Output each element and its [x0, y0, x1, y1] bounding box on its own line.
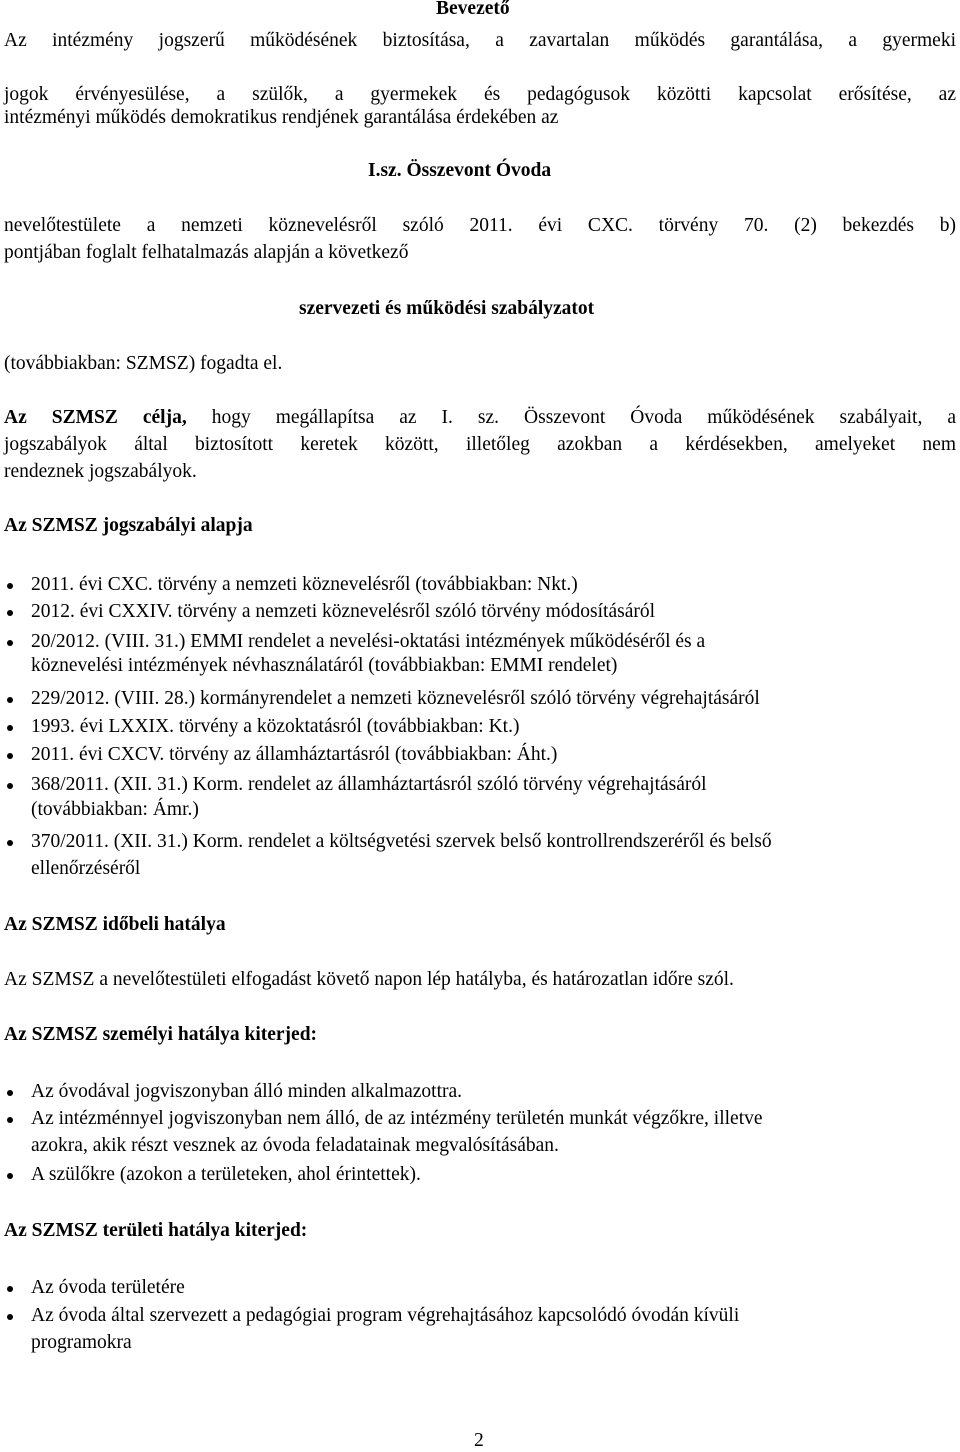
personal-scope-heading: Az SZMSZ személyi hatálya kiterjed:	[4, 1024, 318, 1045]
bullet-icon	[7, 783, 13, 789]
purpose-heading: Az SZMSZ célja,	[4, 407, 187, 428]
intro-line-2: jogok érvényesülése, a szülők, a gyermekek és pedagógusok közötti kapcsolat erősítése, az	[4, 84, 956, 105]
bullet-icon	[7, 610, 13, 616]
statute-line-2: pontjában foglalt felhatalmazás alapján a következő	[4, 242, 409, 263]
bullet-icon	[7, 1090, 13, 1096]
document-name: szervezeti és működési szabályzatot	[299, 298, 595, 319]
legal-basis-heading: Az SZMSZ jogszabályi alapja	[4, 515, 253, 536]
bullet-icon	[7, 1117, 13, 1123]
temporal-scope-heading: Az SZMSZ időbeli hatálya	[4, 914, 226, 935]
statute-line-1: nevelőtestülete a nemzeti köznevelésről szóló 2011. évi CXC. törvény 70. (2) bekezdés b)	[4, 215, 956, 236]
intro-line-1: Az intézmény jogszerű működésének biztosítása, a zavartalan működés garantálása, a gyermeki	[4, 30, 956, 51]
institution-name: I.sz. Összevont Óvoda	[368, 160, 552, 181]
page-number: 2	[474, 1430, 484, 1451]
purpose-line-3: rendeznek jogszabályok.	[4, 461, 197, 482]
intro-line-3: intézményi működés demokratikus rendjének garantálása érdekében az	[4, 107, 559, 128]
bullet-icon	[7, 1286, 13, 1292]
purpose-line-2: jogszabályok által biztosított keretek között, illetőleg azokban a kérdésekben, amelyeket nem	[4, 434, 956, 455]
bullet-icon	[7, 840, 13, 846]
bullet-icon	[7, 725, 13, 731]
bullet-icon	[7, 640, 13, 646]
adopted-line: (továbbiakban: SZMSZ) fogadta el.	[4, 353, 283, 374]
document-page: Bevezető Az intézmény jogszerű működésének biztosítása, a zavartalan működés garantálása, a gyermeki jogok érvényesülése, a szülők, a gyermekek és pedagógusok közötti kapcsolat erősítése, az intézményi működés demokratikus rendjének garantálása érdekében az I.sz. Összevont Óvoda nevelőtestülete a nemzeti köznevelésről szóló 2011. évi CXC. törvény 70. (2) bekezdés b) pontjában foglalt felhatalmazás alapján a következő szervezeti és működési szabályzatot (továbbiakban: SZMSZ) fogadta el. Az SZMSZ célja, hogy megállapítsa az I. sz. Összevont Óvoda működésének szabályait, a jogszabályok által biztosított keretek között, illetőleg azokban a kérdésekben, amelyeket nem rendeznek jogszabályok. Az SZMSZ jogszabályi alapja 2011. évi CXC. törvény a nemzeti köznevelésről (továbbiakban: Nkt.) 2012. évi CXXIV. törvény a nemzeti köznevelésről szóló törvény módosításáról 20/2012. (VIII. 31.) EMMI rendelet a nevelési-oktatási intézmények működéséről és a köznevelési intézmények névhasználatáról (továbbiakban: EMMI rendelet) 229/2012. (VIII. 28.) kormányrendelet a nemzeti köznevelésről szóló törvény végrehajtásáról 1993. évi LXXIX. törvény a közoktatásról (továbbiakban: Kt.) 2011. évi CXCV. törvény az államháztartásról (továbbiakban: Áht.) 368/2011. (XII. 31.) Korm. rendelet az államháztartásról szóló törvény végrehajtásáról (továbbiakban: Ámr.) 370/2011. (XII. 31.) Korm. rendelet a költségvetési szervek belső kontrollrendszeréről és belső ellenőrzéséről Az SZMSZ időbeli hatálya Az SZMSZ a nevelőtestületi elfogadást követő napon lép hatályba, és határozatlan időre szól. Az SZMSZ személyi hatálya kiterjed: Az óvodával jogviszonyban álló minden alkalmazottra. Az intézménnyel jogviszonyban nem álló, de az intézmény területén munkát végzőkre, illetve azokra, akik részt vesznek az óvoda feladatainak megvalósításában. A szülőkre (azokon a területeken, ahol érintettek). Az SZMSZ területi hatálya kiterjed: Az óvoda területére Az óvoda által szervezett a pedagógiai program végrehajtásához kapcsolódó óvodán kívüli programokra 2	[4, 0, 956, 1451]
purpose-line-1-text: hogy megállapítsa az I. sz. Összevont Óvoda működésének szabályait, a	[186, 407, 956, 428]
bullet-icon	[7, 583, 13, 589]
bullet-icon	[7, 697, 13, 703]
bullet-icon	[7, 1173, 13, 1179]
bullet-icon	[7, 753, 13, 759]
purpose-line-1	[4, 407, 956, 429]
temporal-scope-text: Az SZMSZ a nevelőtestületi elfogadást követő napon lép hatályba, és határozatlan időre szól.	[4, 969, 734, 990]
territorial-scope-heading: Az SZMSZ területi hatálya kiterjed:	[4, 1220, 308, 1241]
page-title: Bevezető	[436, 0, 510, 19]
bullet-icon	[7, 1314, 13, 1320]
